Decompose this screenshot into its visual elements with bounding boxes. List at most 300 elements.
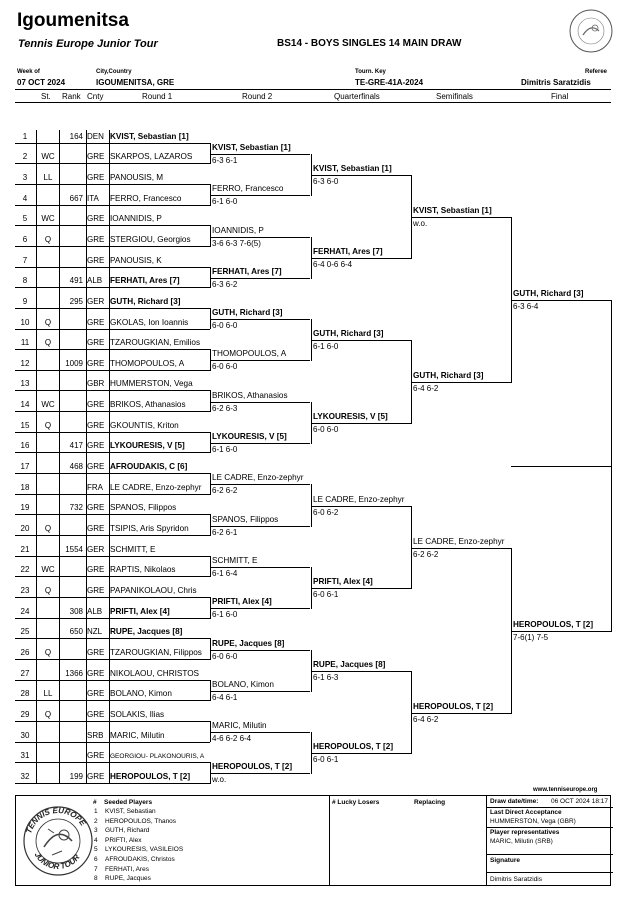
quarterfinal-winner: HEROPOULOS, T [2] [313, 741, 394, 751]
semifinal-winner: KVIST, Sebastian [1] [413, 205, 492, 215]
round2-line [210, 773, 310, 774]
seed-player-name: AFROUDAKIS, Christos [105, 856, 175, 863]
semifinal-score: 6-4 6-2 [413, 383, 439, 393]
round2-line [210, 443, 310, 444]
round2-winner: THOMOPOULOS, A [212, 348, 287, 358]
player-name: GKOUNTIS, Kriton [110, 420, 179, 430]
quarterfinal-winner: RUPE, Jacques [8] [313, 659, 386, 669]
player-name: SKARPOS, LAZAROS [110, 152, 193, 162]
entry-rank: 295 [69, 296, 83, 306]
round2-winner: FERRO, Francesco [212, 183, 284, 193]
entry-rank: 1554 [65, 544, 83, 554]
entry-country: GRE [87, 689, 105, 699]
round2-score: 6-0 6-0 [212, 320, 238, 330]
quarterfinal-score: 6-3 6-0 [313, 176, 339, 186]
lda-label: Last Direct Acceptance [490, 809, 562, 816]
semifinal-line [411, 382, 511, 383]
round2-score: 6-3 6-1 [212, 155, 238, 165]
semifinal-winner: HEROPOULOS, T [2] [413, 701, 494, 711]
entry-number: 27 [20, 668, 30, 678]
final-winner: GUTH, Richard [3] [513, 288, 584, 298]
entry-rank: 491 [69, 276, 83, 286]
replacing-title: Replacing [414, 799, 446, 806]
quarterfinal-score: 6-0 6-2 [313, 507, 339, 517]
round2-line [210, 608, 310, 609]
key-label: Tourn. Key [355, 69, 386, 75]
seeded-title: Seeded Players [104, 799, 153, 806]
entry-rank: 199 [69, 771, 83, 781]
player-name: TSIPIS, Aris Spyridon [110, 524, 189, 533]
entry-country: GRE [87, 709, 105, 719]
entry-country: GRE [87, 420, 105, 430]
col-rank: Rank [62, 92, 81, 101]
round2-winner: KVIST, Sebastian [1] [212, 142, 291, 152]
seeded-hash: # [93, 799, 97, 806]
key-value: TE-GRE-41A-2024 [355, 78, 424, 87]
player-name: LE CADRE, Enzo-zephyr [110, 482, 202, 492]
entry-line [15, 308, 210, 309]
entry-country: GRE [87, 338, 105, 348]
champion-line [511, 466, 611, 467]
entry-country: GRE [87, 647, 105, 657]
player-name: AFROUDAKIS, C [6] [110, 462, 188, 472]
semifinal-line [411, 217, 511, 218]
entry-number: 10 [20, 317, 30, 327]
entry-line [15, 762, 210, 763]
round2-winner: LE CADRE, Enzo-zephyr [212, 472, 304, 482]
quarterfinal-score: 6-1 6-0 [313, 341, 339, 351]
footer-panel [15, 795, 611, 886]
round2-score: 3-6 6-3 7-6(5) [212, 238, 261, 248]
entry-line [15, 618, 210, 619]
seed-number: 1 [94, 808, 98, 815]
quarterfinal-line [311, 258, 411, 259]
player-name: TZAROUGKIAN, Filippos [110, 647, 202, 657]
entry-rank: 308 [69, 606, 83, 616]
player-name: TZAROUGKIAN, Emilios [110, 338, 201, 348]
entry-number: 9 [22, 296, 28, 306]
entry-country: DEN [87, 131, 104, 141]
seed-player-name: RUPE, Jacques [105, 875, 151, 883]
round2-winner: MARIC, Milutin [212, 720, 267, 730]
seed-number: 3 [94, 827, 98, 835]
entry-country: GRE [87, 255, 105, 265]
player-name: PAPANIKOLAOU, Chris [110, 585, 197, 595]
entry-status: LL [43, 172, 53, 182]
round2-line [210, 691, 310, 692]
entry-number: 7 [22, 255, 28, 265]
tennis-europe-junior-logo [22, 805, 94, 877]
quarterfinal-winner: PRIFTI, Alex [4] [313, 576, 373, 586]
player-name: FERHATI, Ares [7] [110, 276, 180, 286]
entry-rank: 164 [69, 131, 83, 141]
entry-line [15, 638, 210, 639]
entry-status: WC [41, 214, 55, 224]
entry-status: WC [41, 152, 55, 162]
draw-date-value: 06 OCT 2024 18:17 [551, 798, 608, 805]
entry-line [15, 742, 210, 743]
signature-label: Signature [490, 857, 520, 864]
entry-line [15, 225, 210, 226]
entry-country: GRE [87, 524, 105, 533]
header-rule-bottom [15, 102, 611, 103]
entry-line [15, 287, 210, 288]
quarterfinal-winner: LE CADRE, Enzo-zephyr [313, 494, 405, 504]
player-name: NIKOLAOU, CHRISTOS [110, 668, 200, 678]
round2-line [210, 278, 310, 279]
entry-number: 22 [20, 565, 30, 575]
seed-number: 7 [94, 865, 98, 873]
entry-line [15, 432, 210, 433]
final-line [511, 300, 611, 301]
semifinal-winner: LE CADRE, Enzo-zephyr [413, 536, 505, 546]
entry-country: GRE [87, 462, 105, 472]
entry-country: GRE [87, 441, 105, 451]
entry-number: 19 [20, 503, 30, 513]
entry-status: Q [44, 338, 52, 348]
player-name: GKOLAS, Ion Ioannis [110, 317, 189, 327]
entry-line [15, 390, 210, 391]
entry-country: GRE [87, 400, 105, 410]
quarterfinal-score: 6-4 0-6 6-4 [313, 259, 353, 269]
entry-number: 11 [20, 338, 30, 348]
entry-status: Q [44, 234, 52, 244]
entry-line [15, 184, 210, 185]
quarterfinal-line [311, 588, 411, 589]
seed-player-name: KVIST, Sebastian [105, 808, 156, 815]
round2-winner: LYKOURESIS, V [5] [212, 431, 287, 441]
entry-status: Q [44, 709, 52, 719]
semifinal-score: w.o. [413, 218, 428, 228]
draw-name: BS14 - BOYS SINGLES 14 MAIN DRAW [277, 38, 462, 49]
entry-country: GRE [87, 585, 105, 595]
entry-line [15, 452, 210, 453]
entry-number: 14 [20, 400, 30, 410]
entry-number: 29 [20, 709, 30, 719]
round2-score: 6-0 6-0 [212, 361, 238, 371]
col-semifinals: Semifinals [436, 92, 473, 101]
officials-rule [487, 872, 613, 873]
round2-winner: BOLANO, Kimon [212, 679, 274, 689]
player-name: IOANNIDIS, P [110, 214, 162, 224]
grid-vline [36, 130, 37, 783]
final-winner: HEROPOULOS, T [2] [513, 619, 594, 629]
referee-value: Dimitris Saratzidis [521, 78, 591, 87]
round2-line [210, 732, 310, 733]
quarterfinal-winner: FERHATI, Ares [7] [313, 246, 383, 256]
signature-value: Dimitris Saratzidis [490, 876, 543, 883]
grid-vline [109, 130, 110, 783]
round2-score: 6-0 6-0 [212, 651, 238, 661]
round2-score: 6-4 6-1 [212, 692, 238, 702]
round2-line [210, 402, 310, 403]
draw-date-label: Draw date/time: [490, 798, 539, 805]
entry-number: 31 [20, 751, 30, 761]
entry-country: GRE [87, 358, 105, 368]
col-st: St. [41, 92, 51, 101]
round2-winner: SPANOS, Filippos [212, 514, 279, 524]
entry-line [15, 556, 210, 557]
player-name: GUTH, Richard [3] [110, 296, 181, 306]
entry-number: 21 [20, 544, 30, 554]
entry-status: Q [44, 647, 52, 657]
semifinal-winner: GUTH, Richard [3] [413, 370, 484, 380]
round2-line [210, 360, 310, 361]
player-name: MARIC, Milutin [110, 730, 165, 740]
seed-number: 2 [94, 817, 98, 825]
entry-rank: 417 [69, 441, 83, 451]
entry-status: Q [44, 585, 52, 595]
quarterfinal-line [311, 340, 411, 341]
entry-status: LL [43, 689, 53, 699]
round2-score: 4-6 6-2 6-4 [212, 733, 252, 743]
entry-number: 8 [22, 276, 28, 286]
entry-country: FRA [87, 482, 103, 492]
entry-number: 15 [20, 420, 30, 430]
seed-number: 8 [94, 875, 98, 883]
round2-score: 6-1 6-4 [212, 568, 238, 578]
round2-line [210, 526, 310, 527]
entry-rank: 1009 [65, 358, 83, 368]
entry-country: GRE [87, 503, 105, 513]
svg-text:TENNIS EUROPE [24, 806, 88, 835]
round2-winner: RUPE, Jacques [8] [212, 638, 285, 648]
officials-box [487, 796, 611, 885]
seed-number: 4 [94, 836, 98, 844]
seed-player-name: PRIFTI, Alex [105, 836, 142, 844]
entry-line [15, 680, 210, 681]
entry-line [15, 700, 210, 701]
entry-country: GRE [87, 152, 105, 162]
referee-label: Referee [585, 69, 608, 75]
entry-rank: 650 [69, 627, 83, 637]
round2-line [210, 237, 310, 238]
round2-score: 6-2 6-1 [212, 527, 238, 537]
logo-text-top: TENNIS EUROPE [24, 805, 88, 835]
player-name: STERGIOU, Georgios [110, 234, 191, 244]
entry-number: 12 [20, 358, 30, 368]
entry-number: 18 [20, 482, 30, 492]
entry-number: 5 [22, 214, 28, 224]
player-name: SCHMITT, E [110, 544, 156, 554]
seed-number: 5 [94, 846, 98, 854]
player-name: PANOUSIS, K [110, 255, 162, 265]
col-cnty: Cnty [87, 92, 104, 101]
entry-status: WC [41, 565, 55, 575]
officials-rule [487, 827, 613, 828]
player-name: BRIKOS, Athanasios [110, 400, 186, 410]
header-rule-top [15, 89, 611, 90]
entry-number: 1 [22, 131, 28, 141]
entry-country: ALB [87, 276, 103, 286]
entry-line [15, 143, 210, 144]
grid-vline [59, 130, 60, 783]
seed-player-name: FERHATI, Ares [105, 865, 149, 873]
entry-line [15, 494, 210, 495]
lucky-losers-title: # Lucky Losers [332, 799, 380, 806]
round2-score: w.o. [212, 774, 227, 784]
quarterfinal-line [311, 175, 411, 176]
round2-line [210, 319, 310, 320]
entry-rank: 667 [69, 193, 83, 203]
round2-line [210, 650, 310, 651]
player-name: SPANOS, Filippos [110, 503, 177, 513]
entry-number: 3 [22, 172, 28, 182]
entry-number: 4 [22, 193, 28, 203]
entry-country: GER [87, 296, 105, 306]
seed-player-name: GUTH, Richard [105, 827, 150, 835]
seed-number: 6 [94, 856, 98, 863]
round2-score: 6-2 6-3 [212, 403, 238, 413]
entry-country: GRE [87, 214, 105, 224]
col-round1: Round 1 [142, 92, 173, 101]
semifinal-line [411, 548, 511, 549]
entry-status: Q [44, 420, 52, 430]
entry-number: 30 [20, 730, 30, 740]
player-name: GEORGIOU- PLAKONOURIS, A [110, 753, 205, 761]
entry-country: GER [87, 544, 105, 554]
entry-number: 24 [20, 606, 30, 616]
round2-line [210, 154, 310, 155]
round2-score: 6-3 6-2 [212, 279, 238, 289]
entry-number: 13 [20, 379, 30, 389]
entry-country: GRE [87, 565, 105, 575]
quarterfinal-score: 6-0 6-0 [313, 424, 339, 434]
player-name: PRIFTI, Alex [4] [110, 606, 170, 616]
entry-line [15, 783, 210, 784]
entry-line [15, 514, 210, 515]
city-label: City,Country [96, 69, 132, 75]
website-url: www.tenniseurope.org [533, 787, 598, 793]
round2-winner: FERHATI, Ares [7] [212, 266, 282, 276]
entry-country: GRE [87, 668, 105, 678]
lda-value: HUMMERSTON, Vega (GBR) [490, 818, 576, 825]
round2-winner: IOANNIDIS, P [212, 225, 264, 235]
seed-player-name: HEROPOULOS, Thanos [105, 817, 177, 825]
entry-line [15, 246, 210, 247]
final-line [511, 631, 611, 632]
entry-country: GRE [87, 317, 105, 327]
entry-status: WC [41, 400, 55, 410]
entry-line [15, 473, 210, 474]
week-label: Week of [17, 69, 40, 75]
quarterfinal-line [311, 753, 411, 754]
round2-score: 6-2 6-2 [212, 485, 238, 495]
semifinal-score: 6-4 6-2 [413, 714, 439, 724]
reps-value: MARIC, Milutin (SRB) [490, 838, 553, 845]
entry-line [15, 349, 210, 350]
player-name: BOLANO, Kimon [110, 689, 172, 699]
entry-country: GRE [87, 771, 105, 781]
round2-winner: SCHMITT, E [212, 555, 258, 565]
entry-line [15, 411, 210, 412]
player-name: RAPTIS, Nikolaos [110, 565, 176, 575]
round2-line [210, 195, 310, 196]
entry-country: GRE [87, 751, 105, 761]
player-name: HEROPOULOS, T [2] [110, 771, 191, 781]
col-quarterfinals: Quarterfinals [334, 92, 380, 101]
player-name: KVIST, Sebastian [1] [110, 131, 189, 141]
player-name: LYKOURESIS, V [5] [110, 441, 185, 451]
entry-line [15, 267, 210, 268]
col-final: Final [551, 92, 569, 101]
entry-country: GBR [87, 379, 105, 389]
col-round2: Round 2 [242, 92, 273, 101]
quarterfinal-score: 6-1 6-3 [313, 672, 339, 682]
tennis-europe-logo [568, 8, 614, 54]
entry-country: SRB [87, 730, 104, 740]
tournament-title: Igoumenitsa [17, 10, 129, 31]
entry-number: 32 [20, 771, 30, 781]
round2-line [210, 567, 310, 568]
round2-line [210, 484, 310, 485]
entry-country: GRE [87, 234, 105, 244]
entry-rank: 468 [69, 462, 83, 472]
entry-line [15, 163, 210, 164]
entry-number: 26 [20, 647, 30, 657]
logo-text-bottom: JUNIOR TOUR [32, 850, 82, 872]
city-value: IGOUMENITSA, GRE [96, 78, 175, 87]
seed-player-name: LYKOURESIS, VASILEIOS [105, 846, 184, 854]
footer-divider [329, 796, 330, 885]
entry-number: 25 [20, 627, 30, 637]
player-name: FERRO, Francesco [110, 193, 182, 203]
quarterfinal-line [311, 671, 411, 672]
entry-line [15, 205, 210, 206]
quarterfinal-score: 6-0 6-1 [313, 589, 339, 599]
champion-connector [611, 300, 612, 632]
round2-score: 6-1 6-0 [212, 196, 238, 206]
entry-rank: 732 [69, 503, 83, 513]
entry-status: Q [44, 524, 52, 533]
quarterfinal-line [311, 423, 411, 424]
semifinal-line [411, 713, 511, 714]
round2-score: 6-1 6-0 [212, 609, 238, 619]
entry-country: ITA [87, 193, 99, 203]
quarterfinal-score: 6-0 6-1 [313, 754, 339, 764]
entry-line [15, 535, 210, 536]
entry-line [15, 721, 210, 722]
quarterfinal-winner: GUTH, Richard [3] [313, 328, 384, 338]
final-score: 7-6(1) 7-5 [513, 632, 549, 642]
final-score: 6-3 6-4 [513, 301, 539, 311]
entry-line [15, 329, 210, 330]
entry-number: 23 [20, 585, 30, 595]
grid-vline [86, 130, 87, 783]
quarterfinal-winner: LYKOURESIS, V [5] [313, 411, 388, 421]
svg-text:JUNIOR TOUR [33, 851, 82, 872]
round2-score: 6-1 6-0 [212, 444, 238, 454]
player-name: PANOUSIS, M [110, 172, 164, 182]
semifinal-score: 6-2 6-2 [413, 549, 439, 559]
entry-line [15, 576, 210, 577]
entry-country: GRE [87, 172, 105, 182]
round2-winner: HEROPOULOS, T [2] [212, 761, 293, 771]
player-name: HUMMERSTON, Vega [110, 379, 193, 389]
entry-number: 17 [20, 462, 30, 472]
entry-number: 2 [22, 152, 28, 162]
round2-winner: PRIFTI, Alex [4] [212, 596, 272, 606]
entry-line [15, 597, 210, 598]
entry-country: ALB [87, 606, 103, 616]
entry-number: 6 [22, 234, 28, 244]
entry-number: 20 [20, 524, 30, 533]
round2-winner: BRIKOS, Athanasios [212, 390, 288, 400]
player-name: SOLAKIS, Ilias [110, 709, 165, 719]
quarterfinal-winner: KVIST, Sebastian [1] [313, 163, 392, 173]
player-name: RUPE, Jacques [8] [110, 627, 183, 637]
week-value: 07 OCT 2024 [17, 78, 66, 87]
